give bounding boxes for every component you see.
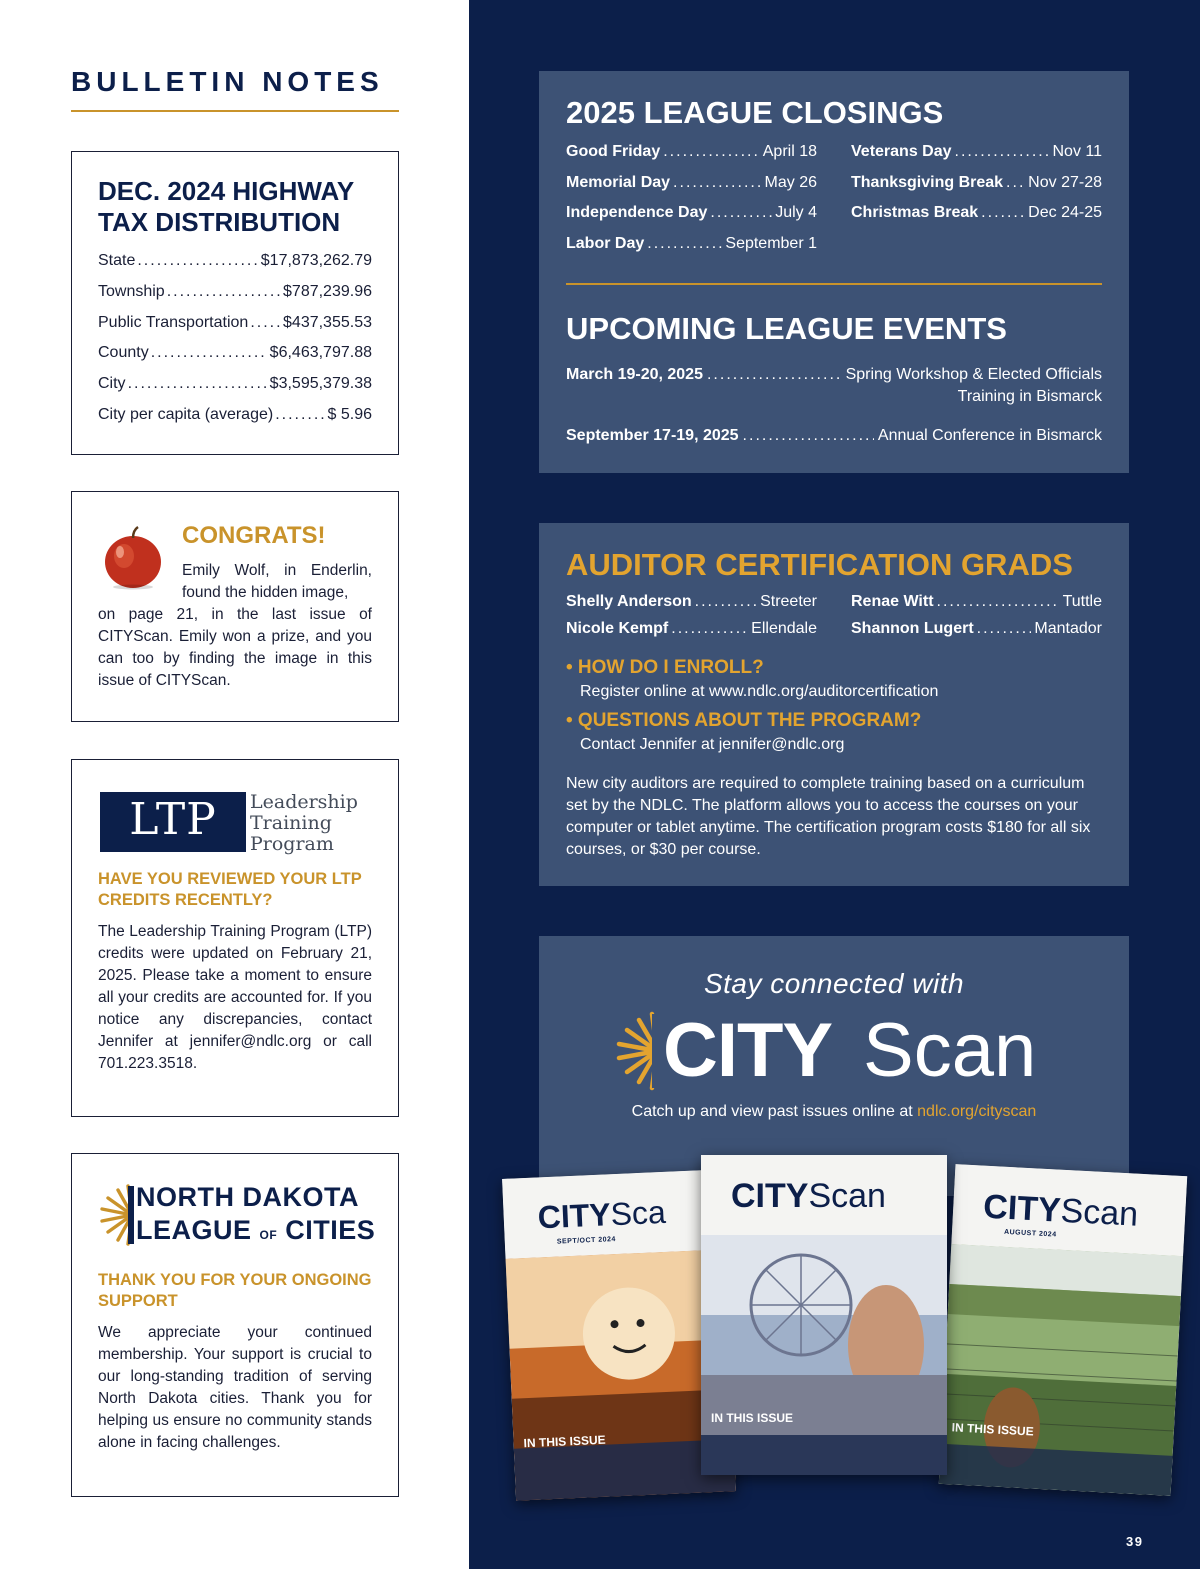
grad-row: Nicole Kempf ..... Ellendale [566, 620, 817, 647]
auditor-panel [539, 523, 1129, 886]
tax-title: DEC. 2024 HIGHWAY TAX DISTRIBUTION [98, 176, 354, 237]
tax-row [98, 344, 372, 375]
stay-connected-text: Stay connected with [703, 968, 965, 999]
tax-value: $17,873,262.79 [260, 252, 372, 269]
cover-issue-label: IN THIS ISSUE [951, 1420, 1035, 1439]
ndlc-name: NORTH DAKOTA [136, 1182, 359, 1212]
tax-label: Township [98, 282, 165, 300]
section-divider [71, 110, 399, 112]
cover-image [939, 1244, 1183, 1496]
tax-row [98, 252, 372, 283]
ndlc-heading: THANK YOU FOR YOUR ONGOING SUPPORT [98, 1271, 372, 1310]
tax-row [98, 406, 372, 437]
tax-row [98, 375, 372, 406]
ltp-logo-line: Program [250, 833, 334, 855]
magazine-cover [939, 1164, 1187, 1496]
cover-image [701, 1235, 947, 1475]
cover-title: CITYScan [982, 1187, 1140, 1234]
left-column [0, 0, 469, 1569]
congrats-text: on page 21, in the last issue of CITYScan. Emily won a prize, and you can too by finding the image in this issue of CITYScan. [98, 606, 372, 689]
ltp-logo-line: Training [250, 812, 332, 834]
cover-date: SEPT/OCT 2024 [556, 1236, 617, 1246]
tax-label: City per capita (average) [98, 405, 274, 423]
gold-divider [566, 283, 1102, 285]
closing-row: Independence Day ..... July 4 [566, 204, 817, 235]
tax-label: County [98, 344, 149, 362]
ltp-logo-letters: LTP [100, 792, 246, 852]
cover-title: CITYScan [731, 1177, 886, 1215]
tax-row [98, 314, 372, 345]
cityscan-logo-light: Scan [863, 1008, 1037, 1093]
ltp-logo [100, 792, 362, 854]
ltp-card [71, 759, 399, 1117]
grad-row: Renae Witt ..... Tuttle [851, 593, 1102, 620]
tax-distribution-card [71, 151, 399, 455]
grads-list-left [566, 593, 817, 646]
tax-value: $787,239.96 [283, 282, 372, 300]
sunburst-icon [98, 1182, 134, 1248]
closing-row: Memorial Day ..... May 26 [566, 174, 817, 205]
tax-list [98, 252, 372, 437]
cityscan-logo-bold: CITY [663, 1008, 833, 1093]
questions-text: Contact Jennifer at jennifer@ndlc.org [580, 736, 845, 753]
ndlc-logo [98, 1180, 388, 1250]
page-number: 39 [1126, 1534, 1144, 1549]
tax-label: City [98, 375, 126, 393]
ltp-logo-words [250, 792, 358, 855]
closing-row: Labor Day ..... September 1 [566, 235, 817, 266]
tax-label: Public Transportation [98, 313, 249, 331]
cover-title: CITYSca [537, 1193, 667, 1236]
closings-events-panel [539, 71, 1129, 473]
ltp-logo-line: Leadership [250, 791, 358, 813]
congrats-card [71, 491, 399, 722]
closings-list-right [851, 143, 1102, 235]
event-row: September 17-19, 2025 ..... Annual Conference in Bismarck [566, 425, 1102, 447]
closings-title: 2025 LEAGUE CLOSINGS [566, 95, 944, 130]
closing-row: Christmas Break ..... Dec 24-25 [851, 204, 1102, 235]
closing-row: Veterans Day ..... Nov 11 [851, 143, 1102, 174]
congrats-title: CONGRATS! [182, 522, 326, 549]
closing-row: Thanksgiving Break ..... Nov 27-28 [851, 174, 1102, 205]
enroll-heading: • HOW DO I ENROLL? [566, 657, 764, 678]
apple-icon [100, 524, 166, 590]
grad-row: Shelly Anderson ..... Streeter [566, 593, 817, 620]
closings-list-left [566, 143, 817, 266]
ndlc-card [71, 1153, 399, 1497]
tax-value: $ 5.96 [327, 405, 372, 423]
events-title: UPCOMING LEAGUE EVENTS [566, 311, 1007, 346]
section-title: BULLETIN NOTES [71, 66, 384, 97]
tax-value: $6,463,797.88 [269, 344, 372, 362]
sunburst-icon [615, 1010, 659, 1092]
event-row: March 19-20, 2025 ..... Spring Workshop & Elected Officials Training in Bismarck [566, 364, 1102, 408]
ndlc-body: We appreciate your continued membership. Your support is crucial to our long-standing tradition of serving North Dakota cities. Thank you for helping us ensure no community stands alone in facing challenges. [98, 1324, 372, 1451]
catch-up-text: Catch up and view past issues online at ndlc.org/cityscan [631, 1103, 1037, 1120]
auditor-body: New city auditors are required to complete training based on a curriculum set by the NDLC. The platform allows you to access the courses on your computer or tablet anytime. The certification program costs $180 for all six courses, or $30 per course. [566, 775, 1091, 858]
closing-row: Good Friday ..... April 18 [566, 143, 817, 174]
cover-issue-label: IN THIS ISSUE [523, 1432, 606, 1451]
congrats-text: Emily Wolf, in Enderlin, found the hidden image, [182, 562, 372, 601]
enroll-text: Register online at www.ndlc.org/auditorcertification [580, 683, 939, 700]
ndlc-name: LEAGUE OF CITIES [136, 1215, 376, 1245]
right-column [469, 0, 1200, 1569]
ltp-body: The Leadership Training Program (LTP) credits were updated on February 21, 2025. Please take a moment to ensure all your credits are accounted for. If you notice any discrepancies, contact Jennifer at jennifer@ndlc.org or call 701.223.3518. [98, 923, 372, 1072]
questions-heading: • QUESTIONS ABOUT THE PROGRAM? [566, 710, 922, 731]
cityscan-logo [615, 1006, 1065, 1096]
tax-label: State [98, 252, 136, 269]
cityscan-link[interactable]: ndlc.org/cityscan [917, 1103, 1037, 1120]
auditor-title: AUDITOR CERTIFICATION GRADS [566, 547, 1073, 582]
tax-value: $3,595,379.38 [269, 375, 372, 393]
cover-issue-label: IN THIS ISSUE [711, 1411, 794, 1425]
tax-value: $437,355.53 [283, 313, 372, 331]
cover-date: AUGUST 2024 [1003, 1228, 1057, 1239]
ltp-heading: HAVE YOU REVIEWED YOUR LTP CREDITS RECENTLY? [98, 870, 362, 909]
magazine-cover [701, 1155, 947, 1475]
grads-list-right [851, 593, 1102, 646]
tax-row [98, 283, 372, 314]
grad-row: Shannon Lugert ..... Mantador [851, 620, 1102, 647]
